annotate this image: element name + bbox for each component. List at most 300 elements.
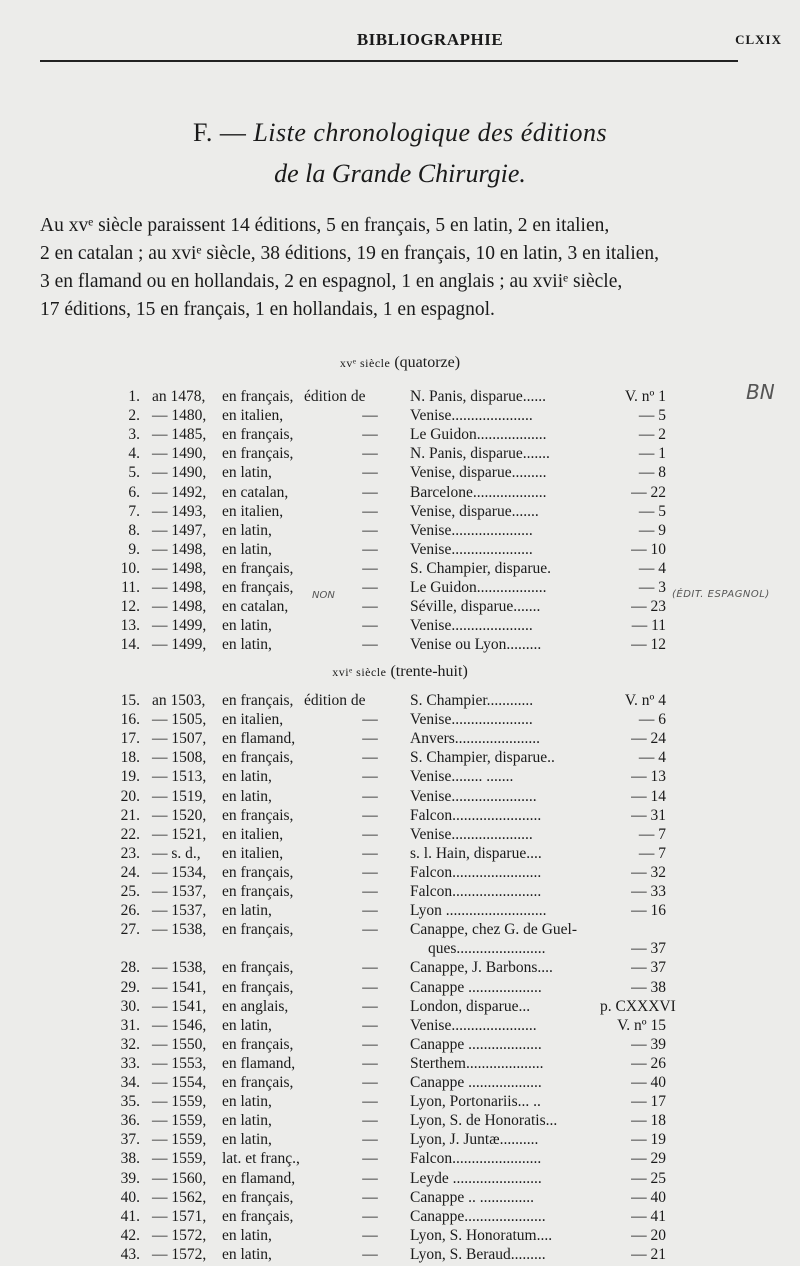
entry-edition-of: — — [362, 502, 378, 520]
edition-entry — [0, 864, 800, 882]
entry-edition-of: — — [362, 1016, 378, 1034]
entry-language: en français, — [222, 445, 294, 463]
entry-number: 16. — [120, 711, 140, 729]
intro-line: Au xvᵉ siècle paraissent 14 éditions, 5 en français, 5 en latin, 2 en italien, — [40, 215, 610, 236]
entry-year: — 1507, — [152, 730, 207, 748]
edition-entry — [0, 388, 800, 406]
entry-number: 21. — [120, 806, 140, 824]
entry-reference: — 19 — [631, 1131, 666, 1149]
entry-reference: — 13 — [631, 768, 666, 786]
entry-edition-of: — — [362, 978, 378, 996]
entry-language: en latin, — [222, 1093, 272, 1111]
entry-language: en anglais, — [222, 997, 289, 1015]
entry-number: 39. — [120, 1169, 140, 1187]
entry-reference: — 22 — [631, 483, 666, 501]
entry-printer-place: Lyon, S. Beraud......... — [410, 1245, 546, 1263]
entry-reference: — 1 — [638, 445, 666, 463]
entry-reference: — 20 — [631, 1226, 666, 1244]
entry-number: 27. — [120, 921, 140, 939]
entry-printer-place: N. Panis, disparue....... — [410, 445, 550, 463]
entry-language: en français, — [222, 1035, 294, 1053]
edition-entry — [0, 1074, 800, 1092]
entry-number: 24. — [120, 863, 140, 881]
entry-number: 42. — [120, 1226, 140, 1244]
entry-printer-place: London, disparue... — [410, 997, 531, 1015]
edition-entry — [0, 464, 800, 482]
entry-number: 15. — [120, 692, 140, 709]
entry-reference: — 2 — [638, 426, 666, 444]
entry-year: — 1498, — [152, 540, 207, 558]
entry-edition-of: — — [362, 844, 378, 862]
edition-entry — [0, 503, 800, 521]
entry-printer-place: Canappe ................... — [410, 1035, 542, 1053]
entry-year: — 1559, — [152, 1131, 207, 1149]
entry-edition-of: — — [362, 1074, 378, 1091]
intro-paragraph — [40, 212, 740, 324]
entry-edition-of: — — [362, 1112, 378, 1130]
entry-language: en latin, — [222, 464, 272, 482]
entry-language: en latin, — [222, 902, 272, 920]
edition-entry — [0, 940, 800, 958]
running-head-title: BIBLIOGRAPHIE — [356, 30, 504, 49]
entry-printer-place: Venise..................... — [410, 825, 533, 843]
entry-edition-of: — — [362, 1093, 378, 1111]
entry-reference: — 5 — [638, 407, 666, 425]
entry-language: en français, — [222, 388, 294, 405]
entry-year: — 1499, — [152, 636, 207, 654]
entry-edition-of: — — [362, 730, 378, 748]
edition-entry — [0, 426, 800, 444]
entry-language: en latin, — [222, 1226, 272, 1244]
entry-reference: — 4 — [638, 559, 666, 577]
entry-language: en latin, — [222, 1016, 272, 1034]
entry-edition-of: — — [362, 464, 378, 482]
entry-language: en catalan, — [222, 598, 289, 616]
entry-printer-place: Venise...................... — [410, 1016, 537, 1034]
edition-entry — [0, 1112, 800, 1130]
entry-edition-of: — — [362, 825, 378, 843]
entry-printer-place: Venise..................... — [410, 521, 533, 539]
entry-year: — 1499, — [152, 617, 207, 635]
entry-edition-of: — — [362, 921, 378, 939]
edition-entry — [0, 1017, 800, 1035]
entry-printer-place: Lyon, S. Honoratum.... — [410, 1226, 553, 1244]
header-rule — [40, 60, 738, 62]
entry-reference: — 12 — [631, 636, 666, 654]
entry-reference: — 40 — [631, 1188, 666, 1206]
entry-printer-place: Falcon....................... — [410, 806, 542, 824]
entry-edition-of: — — [362, 806, 378, 824]
entry-edition-of: — — [362, 902, 378, 920]
entry-year: — 1553, — [152, 1054, 207, 1072]
entry-printer-place: Lyon, S. de Honoratis... — [410, 1112, 558, 1130]
entry-edition-of: édition de — [304, 692, 366, 709]
entry-printer-place: Falcon....................... — [410, 883, 542, 900]
entry-number: 8. — [128, 521, 140, 539]
entry-number: 28. — [120, 959, 140, 977]
entry-printer-place: Lyon, Portonariis... .. — [410, 1093, 541, 1111]
entry-year: — 1537, — [152, 883, 207, 900]
entry-number: 5. — [128, 464, 140, 482]
entry-year: — 1505, — [152, 711, 207, 729]
entry-number: 2. — [128, 407, 140, 425]
entry-language: en français, — [222, 1074, 294, 1091]
entry-year: — 1550, — [152, 1035, 207, 1053]
entry-reference: — 23 — [631, 598, 666, 616]
section-xv — [0, 354, 800, 372]
entry-language: en français, — [222, 1188, 294, 1206]
edition-entry — [0, 979, 800, 997]
entry-year: — 1513, — [152, 768, 207, 786]
entry-edition-of: — — [362, 787, 378, 805]
entry-printer-place: Séville, disparue....... — [410, 598, 541, 616]
century-label: xviᵉ siècle — [332, 665, 387, 679]
edition-entry — [0, 1170, 800, 1188]
entry-year: — 1541, — [152, 978, 207, 996]
entry-language: en latin, — [222, 617, 272, 635]
entry-language: en français, — [222, 978, 294, 996]
entry-printer-place: s. l. Hain, disparue.... — [410, 844, 542, 862]
entry-language: en latin, — [222, 1131, 272, 1149]
entry-year: an 1503, — [152, 692, 206, 709]
entry-language: en latin, — [222, 636, 272, 654]
entry-reference: — 29 — [631, 1150, 666, 1168]
entry-number: 41. — [120, 1207, 140, 1225]
edition-entry — [0, 522, 800, 540]
edition-entry — [0, 692, 800, 710]
entry-edition-of: — — [362, 579, 378, 596]
entry-number: 17. — [120, 730, 140, 748]
entry-printer-place: Le Guidon.................. — [410, 579, 547, 596]
entry-language: en latin, — [222, 540, 272, 558]
entry-language: en italien, — [222, 844, 284, 862]
entry-language: en latin, — [222, 521, 272, 539]
entry-reference: — 5 — [638, 502, 666, 520]
entry-year: — 1537, — [152, 902, 207, 920]
entry-reference: V. nº 4 — [624, 692, 666, 709]
page-number: CLXIX — [735, 32, 782, 47]
count-label: (quatorze) — [390, 354, 461, 371]
entry-number: 38. — [120, 1150, 140, 1168]
entry-year: — 1492, — [152, 483, 207, 501]
entry-language: en français, — [222, 426, 294, 444]
entry-reference: — 18 — [631, 1112, 666, 1130]
handwritten-note-bn: BN — [746, 380, 775, 404]
edition-entry — [0, 407, 800, 425]
edition-entry — [0, 845, 800, 863]
edition-entry — [0, 598, 800, 616]
entry-reference: — 31 — [631, 806, 666, 824]
entry-year: — 1559, — [152, 1112, 207, 1130]
handwritten-note-espagnol: (ÉDIT. ESPAGNOL) — [672, 589, 770, 600]
edition-entry — [0, 1227, 800, 1245]
entry-edition-of: édition de — [304, 388, 366, 405]
entry-edition-of: — — [362, 483, 378, 501]
edition-entry — [0, 730, 800, 748]
entry-printer-place: Venise........ ....... — [410, 768, 514, 786]
entry-year: — 1480, — [152, 407, 207, 425]
entry-year: — 1497, — [152, 521, 207, 539]
entry-printer-place: Venise ou Lyon......... — [410, 636, 542, 654]
entry-edition-of: — — [362, 1035, 378, 1053]
entry-reference: — 7 — [638, 825, 666, 843]
entry-reference: — 24 — [631, 730, 666, 748]
entry-printer-place: Canappe, chez G. de Guel- — [410, 921, 577, 939]
entry-language: en italien, — [222, 825, 284, 843]
entry-printer-place: Canappe..................... — [410, 1207, 546, 1225]
edition-entry — [0, 1131, 800, 1149]
entry-year: — 1485, — [152, 426, 207, 444]
edition-entry — [0, 617, 800, 635]
entry-reference: — 40 — [631, 1074, 666, 1091]
entry-printer-place: Falcon....................... — [410, 1150, 542, 1168]
entry-edition-of: — — [362, 1150, 378, 1168]
entry-number: 13. — [120, 617, 140, 635]
entry-printer-place: Venise..................... — [410, 617, 533, 635]
entry-number: 12. — [120, 598, 140, 616]
entry-printer-place: Lyon, J. Juntæ.......... — [410, 1131, 539, 1149]
edition-entry — [0, 636, 800, 654]
edition-entry — [0, 1093, 800, 1111]
entry-number: 26. — [120, 902, 140, 920]
intro-line: 2 en catalan ; au xviᵉ siècle, 38 éditions, 19 en français, 10 en latin, 3 en italien, — [40, 243, 660, 264]
entry-year: — 1490, — [152, 464, 207, 482]
entry-language: en français, — [222, 959, 294, 977]
entry-year: — 1572, — [152, 1226, 207, 1244]
entry-year: — 1559, — [152, 1093, 207, 1111]
entry-reference: — 25 — [631, 1169, 666, 1187]
entry-reference: — 26 — [631, 1054, 666, 1072]
entry-printer-place: Venise..................... — [410, 711, 533, 729]
entry-year: — 1498, — [152, 559, 207, 577]
entry-year: an 1478, — [152, 388, 206, 405]
entry-edition-of: — — [362, 1169, 378, 1187]
edition-entry — [0, 788, 800, 806]
edition-entry — [0, 1246, 800, 1264]
entry-printer-place: Canappe, J. Barbons.... — [410, 959, 553, 977]
entry-year: — 1508, — [152, 749, 207, 767]
entry-printer-place: Venise..................... — [410, 540, 533, 558]
entry-edition-of: — — [362, 768, 378, 786]
entry-year: — 1498, — [152, 598, 207, 616]
entry-number: 1. — [128, 388, 140, 405]
entry-language: en français, — [222, 1207, 294, 1225]
section-heading-line1 — [0, 118, 800, 148]
entry-number: 10. — [120, 559, 140, 577]
entry-language: en italien, — [222, 502, 284, 520]
entry-language: en français, — [222, 883, 294, 900]
intro-line: 17 éditions, 15 en français, 1 en hollandais, 1 en espagnol. — [40, 299, 495, 320]
entry-printer-place: S. Champier, disparue.. — [410, 749, 555, 767]
edition-entry — [0, 998, 800, 1016]
entry-year: — 1520, — [152, 806, 207, 824]
entry-printer-place: S. Champier............ — [410, 692, 534, 709]
entry-printer-place: ques....................... — [428, 940, 546, 958]
edition-entry — [0, 883, 800, 901]
section-xvi — [0, 663, 800, 681]
entry-reference: — 4 — [638, 749, 666, 767]
entry-year: — 1560, — [152, 1169, 207, 1187]
entry-edition-of: — — [362, 540, 378, 558]
entry-edition-of: — — [362, 1131, 378, 1149]
entry-number: 34. — [120, 1074, 140, 1091]
entry-edition-of: — — [362, 863, 378, 881]
entry-printer-place: Canappe ................... — [410, 978, 542, 996]
edition-entry — [0, 807, 800, 825]
entry-language: en latin, — [222, 1112, 272, 1130]
entry-reference: — 11 — [631, 617, 666, 635]
entry-number: 31. — [120, 1016, 140, 1034]
heading-label: F. — — [192, 118, 254, 147]
entry-printer-place: Lyon .......................... — [410, 902, 547, 920]
entry-number: 9. — [128, 540, 140, 558]
entry-printer-place: Canappe ................... — [410, 1074, 542, 1091]
entry-printer-place: Venise, disparue....... — [410, 502, 539, 520]
entry-number: 18. — [120, 749, 140, 767]
intro-line: 3 en flamand ou en hollandais, 2 en espagnol, 1 en anglais ; au xviiᵉ siècle, — [40, 271, 623, 292]
entry-reference: — 3 — [638, 579, 666, 596]
entry-number: 11. — [121, 579, 140, 596]
entry-reference: — 41 — [631, 1207, 666, 1225]
entry-reference: — 39 — [631, 1035, 666, 1053]
entry-printer-place: N. Panis, disparue...... — [410, 388, 547, 405]
entry-reference: V. nº 15 — [617, 1016, 666, 1034]
edition-entry — [0, 921, 800, 939]
entry-language: en français, — [222, 559, 294, 577]
entry-language: en français, — [222, 806, 294, 824]
entry-number: 14. — [120, 636, 140, 654]
edition-entry — [0, 1036, 800, 1054]
entry-reference: — 10 — [631, 540, 666, 558]
entry-year: — 1559, — [152, 1150, 207, 1168]
entry-edition-of: — — [362, 559, 378, 577]
entry-edition-of: — — [362, 1207, 378, 1225]
entry-number: 7. — [128, 502, 140, 520]
entry-language: en latin, — [222, 1245, 272, 1263]
entry-number: 40. — [120, 1188, 140, 1206]
entry-edition-of: — — [362, 1054, 378, 1072]
entry-language: en catalan, — [222, 483, 289, 501]
entry-number: 20. — [120, 787, 140, 805]
entry-reference: V. nº 1 — [624, 388, 666, 405]
entry-year: — 1521, — [152, 825, 207, 843]
entry-reference: — 21 — [631, 1245, 666, 1263]
entry-edition-of: — — [362, 883, 378, 900]
entry-edition-of: — — [362, 1188, 378, 1206]
heading-title: Liste chronologique des éditions — [253, 118, 608, 147]
edition-entry — [0, 1055, 800, 1073]
entry-number: 32. — [120, 1035, 140, 1053]
entry-number: 23. — [120, 844, 140, 862]
edition-entry — [0, 902, 800, 920]
entry-year: — 1498, — [152, 579, 207, 596]
running-head — [40, 30, 782, 50]
entry-year: — 1519, — [152, 787, 207, 805]
entry-language: en flamand, — [222, 1054, 296, 1072]
handwritten-note-non: NON — [312, 590, 335, 601]
edition-entry — [0, 711, 800, 729]
entry-reference: — 17 — [631, 1093, 666, 1111]
entry-printer-place: Venise, disparue......... — [410, 464, 547, 482]
entry-printer-place: Leyde ....................... — [410, 1169, 542, 1187]
entry-printer-place: Le Guidon.................. — [410, 426, 547, 444]
edition-entry — [0, 445, 800, 463]
entry-number: 19. — [120, 768, 140, 786]
entry-printer-place: Barcelone................... — [410, 483, 547, 501]
edition-entry — [0, 749, 800, 767]
entry-edition-of: — — [362, 426, 378, 444]
entry-language: en français, — [222, 692, 294, 709]
edition-entry — [0, 1189, 800, 1207]
edition-entry — [0, 560, 800, 578]
entry-reference: — 9 — [638, 521, 666, 539]
entry-language: en français, — [222, 579, 294, 596]
entry-year: — 1541, — [152, 997, 207, 1015]
count-label: (trente-huit) — [386, 663, 468, 680]
entry-printer-place: Sterthem.................... — [410, 1054, 544, 1072]
edition-entry — [0, 1208, 800, 1226]
entry-edition-of: — — [362, 1226, 378, 1244]
entry-year: — 1554, — [152, 1074, 207, 1091]
entry-year: — 1546, — [152, 1016, 207, 1034]
edition-entry — [0, 959, 800, 977]
entry-edition-of: — — [362, 997, 378, 1015]
entry-number: 33. — [120, 1054, 140, 1072]
entry-reference: — 14 — [631, 787, 666, 805]
entry-edition-of: — — [362, 445, 378, 463]
entry-language: en français, — [222, 749, 294, 767]
entry-number: 29. — [120, 978, 140, 996]
entry-reference: — 37 — [631, 940, 666, 958]
entry-number: 6. — [128, 483, 140, 501]
entry-number: 36. — [120, 1112, 140, 1130]
entry-language: lat. et franç., — [222, 1150, 300, 1168]
entry-edition-of: — — [362, 711, 378, 729]
entry-language: en latin, — [222, 768, 272, 786]
edition-entry — [0, 1150, 800, 1168]
entry-edition-of: — — [362, 598, 378, 616]
entry-reference: — 16 — [631, 902, 666, 920]
entry-language: en latin, — [222, 787, 272, 805]
entry-printer-place: Canappe .. .............. — [410, 1188, 534, 1206]
entry-number: 30. — [120, 997, 140, 1015]
entry-reference: — 7 — [638, 844, 666, 862]
entry-year: — 1538, — [152, 921, 207, 939]
century-label: xvᵉ siècle — [339, 356, 391, 370]
entry-edition-of: — — [362, 749, 378, 767]
entry-edition-of: — — [362, 1245, 378, 1263]
entry-reference: — 8 — [638, 464, 666, 482]
edition-entry — [0, 826, 800, 844]
entry-reference: — 38 — [631, 978, 666, 996]
entry-edition-of: — — [362, 636, 378, 654]
entry-printer-place: S. Champier, disparue. — [410, 559, 552, 577]
entry-number: 22. — [120, 825, 140, 843]
entry-language: en français, — [222, 863, 294, 881]
edition-entry — [0, 768, 800, 786]
entry-language: en italien, — [222, 407, 284, 425]
entry-year: — 1562, — [152, 1188, 207, 1206]
entry-number: 25. — [120, 883, 140, 900]
entry-edition-of: — — [362, 959, 378, 977]
entry-edition-of: — — [362, 617, 378, 635]
entry-year: — 1571, — [152, 1207, 207, 1225]
entry-reference: p. CXXXVI — [600, 997, 676, 1015]
entry-printer-place: Venise..................... — [410, 407, 533, 425]
entry-printer-place: Anvers...................... — [410, 730, 541, 748]
entry-year: — 1538, — [152, 959, 207, 977]
entry-year: — 1493, — [152, 502, 207, 520]
